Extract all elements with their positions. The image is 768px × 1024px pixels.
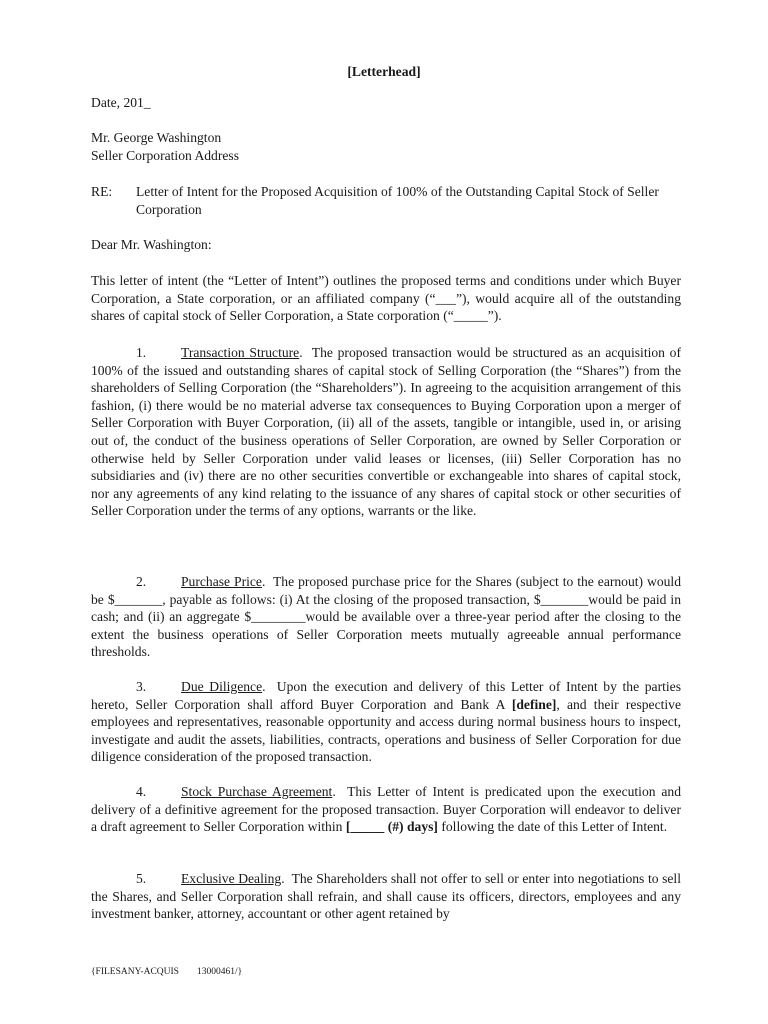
section-heading: Due Diligence (181, 679, 263, 694)
section-due-diligence: 3. Due Diligence. Upon the execution and delivery of this Letter of Intent by the parties hereto, Seller Corporation shall afford Buyer Corporation and Bank A [define], and their respective employees and representatives, reasonable opportunity and access during normal business hours to inspect, investigate and audit the assets, liabilities, contracts, operations and business of Seller Corporation for due diligence consideration of the proposed transaction. (91, 679, 681, 765)
section-number: 2. (136, 574, 147, 589)
section-text-continued: following the date of this Letter of Intent. (437, 819, 668, 835)
recipient-address: Seller Corporation Address (91, 147, 239, 163)
section-heading: Exclusive Dealing (181, 871, 282, 886)
section-number: 1. (136, 345, 147, 360)
section-text: The proposed purchase price for the Shares (subject to the earnout) would be $_______, payable as follows: (i) At the closing of the proposed transaction, $_______would be paid in cash; and (ii) an aggregate $________would be available over a three-year period after the closing to the extent the business operations of Seller Corporation meets mutually agreeable annual performance thresholds. (91, 574, 682, 660)
section-heading: Purchase Price (181, 574, 262, 589)
section-text: The Shareholders shall not offer to sell or enter into negotiations to sell the Shares, and Seller Corporation shall refrain, and shall cause its officers, directors, employees and any investment banker, attorney, accountant or other agent retained by (91, 871, 681, 922)
footer-doc-number: 13000461/} (196, 967, 243, 977)
section-exclusive-dealing: 5. Exclusive Dealing. The Shareholders shall not offer to sell or enter into negotiations to sell the Shares, and Seller Corporation shall refrain, and shall cause its officers, directors, employees and any investment banker, attorney, accountant or other agent retained by (91, 871, 681, 922)
section-purchase-price: 2. Purchase Price. The proposed purchase price for the Shares (subject to the earnout) would be $_______, payable as follows: (i) At the closing of the proposed transaction, $_______would be paid in cash; and (ii) an aggregate $________would be available over a three-year period after the closing to the extent the business operations of Seller Corporation meets mutually agreeable annual performance thresholds. (91, 574, 682, 660)
section-text: This Letter of Intent is predicated upon the execution and delivery of a definitive agreement for the proposed transaction. Buyer Corporation will endeavor to deliver a draft agreement to Seller Corporation within (91, 784, 681, 835)
footer-doc-ref: {FILESANY-ACQUIS (91, 967, 179, 977)
intro-paragraph: This letter of intent (the “Letter of Intent”) outlines the proposed terms and conditions under which Buyer Corporation, a State corporation, or an affiliated company (“___”), would acquire all of the outstanding shares of capital stock of Seller Corporation, a State corporation (“_____”). (91, 273, 681, 324)
section-bold-text: [define] (511, 696, 557, 712)
section-text-continued: , and their respective employees and representatives, reasonable opportunity and access during normal business hours to inspect, investigate and audit the assets, liabilities, contracts, operations and business of Seller Corporation for due diligence consideration of the proposed transaction. (91, 696, 681, 765)
section-transaction-structure: 1. Transaction Structure. The proposed transaction would be structured as an acquisition of 100% of the issued and outstanding shares of capital stock of Selling Corporation (the “Shares”) from the shareholders of Selling Corporation (the “Shareholders”). In agreeing to the acquisition arrangement of this fashion, (i) there would be no material adverse tax consequences to Buying Corporation upon a merger of Seller Corporation with Buyer Corporation, (ii) all of the assets, tangible or intangible, used in, or arising out of, the conduct of the business operations of Seller Corporation, are owned by Seller Corporation or otherwise held by Seller Corporation under valid leases or licenses, (iii) Seller Corporation has no subsidiaries and (iv) there are no other securities convertible or exchangeable into shares of capital stock, nor any agreements of any kind relating to the issuance of any shares of capital stock or other securities of Seller Corporation under the terms of any options, warrants or the like. (91, 345, 681, 519)
section-number: 5. (136, 871, 147, 886)
section-text: The proposed transaction would be structured as an acquisition of 100% of the issued and outstanding shares of capital stock of Selling Corporation (the “Shares”) from the shareholders of Selling Corporation (the “Shareholders”). In agreeing to the acquisition arrangement of this fashion, (i) there would be no material adverse tax consequences to Buying Corporation upon a merger of Seller Corporation with Buyer Corporation, (ii) all of the assets, tangible or intangible, used in, or arising out of, the conduct of the business operations of Seller Corporation, are owned by Seller Corporation or otherwise held by Seller Corporation under valid leases or licenses, (iii) Seller Corporation has no subsidiaries and (iv) there are no other securities convertible or exchangeable into shares of capital stock, nor any agreements of any kind relating to the issuance of any shares of capital stock or other securities of Seller Corporation under the terms of any options, warrants or the like. (91, 345, 681, 519)
letter-date: Date, 201_ (91, 95, 151, 110)
section-bold-text: [_____ (#) days] (345, 819, 438, 835)
document-footer (91, 964, 260, 982)
letterhead: [Letterhead] (347, 64, 421, 79)
section-heading: Transaction Structure (181, 345, 300, 360)
section-number: 4. (136, 784, 147, 799)
section-heading: Stock Purchase Agreement (181, 784, 333, 799)
recipient-name: Mr. George Washington (91, 130, 222, 145)
section-stock-purchase-agreement: 4. Stock Purchase Agreement. This Letter of Intent is predicated upon the execution and delivery of a definitive agreement for the proposed transaction. Buyer Corporation will endeavor to deliver a draft agreement to Seller Corporation within [_____ (#) days] following the date of this Letter of Intent. (91, 784, 681, 835)
recipient-block (91, 129, 681, 164)
re-label: RE: (91, 184, 113, 199)
section-text: Upon the execution and delivery of this Letter of Intent by the parties hereto, Seller Corporation shall afford Buyer Corporation and Bank A (91, 679, 681, 712)
salutation: Dear Mr. Washington: (91, 237, 212, 252)
re-subject: Letter of Intent for the Proposed Acquisition of 100% of the Outstanding Capital Stock of Seller Corporation (136, 184, 659, 217)
section-number: 3. (136, 679, 147, 694)
